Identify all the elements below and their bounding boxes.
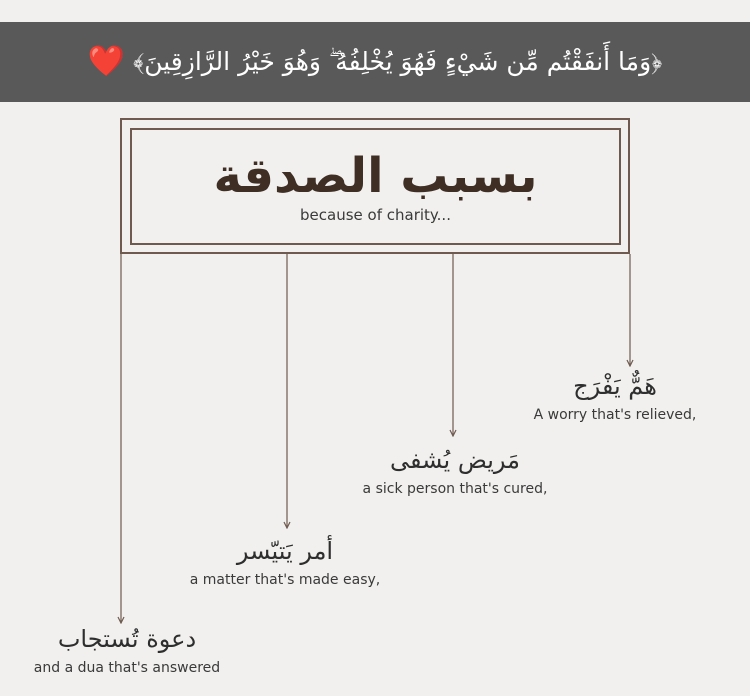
item-arabic: مَريض يُشفى	[389, 446, 521, 474]
heart-icon: ❤️	[87, 44, 126, 79]
title-arabic: بسبب الصدقة	[213, 147, 538, 204]
title-english: because of charity...	[300, 206, 451, 225]
item-matter-easy	[170, 537, 400, 588]
item-english: a matter that's made easy,	[189, 571, 381, 588]
item-english: A worry that's relieved,	[533, 406, 697, 423]
item-worry-relieved	[510, 372, 720, 423]
item-dua-answered	[12, 625, 242, 676]
item-arabic: أمر يَتيّسر	[236, 537, 334, 565]
item-sick-cured	[345, 446, 565, 497]
item-arabic: هَمٌّ يَفْرَج	[573, 372, 657, 400]
verse-text: ﴿وَمَا أَنفَقْتُم مِّن شَيْءٍ فَهُوَ يُخْلِفُهُ ۖ وَهُوَ خَيْرُ الرَّازِقِينَ﴾	[133, 47, 663, 76]
item-english: and a dua that's answered	[33, 659, 221, 676]
item-english: a sick person that's cured,	[362, 480, 548, 497]
item-arabic: دعوة تُستجاب	[57, 625, 197, 653]
